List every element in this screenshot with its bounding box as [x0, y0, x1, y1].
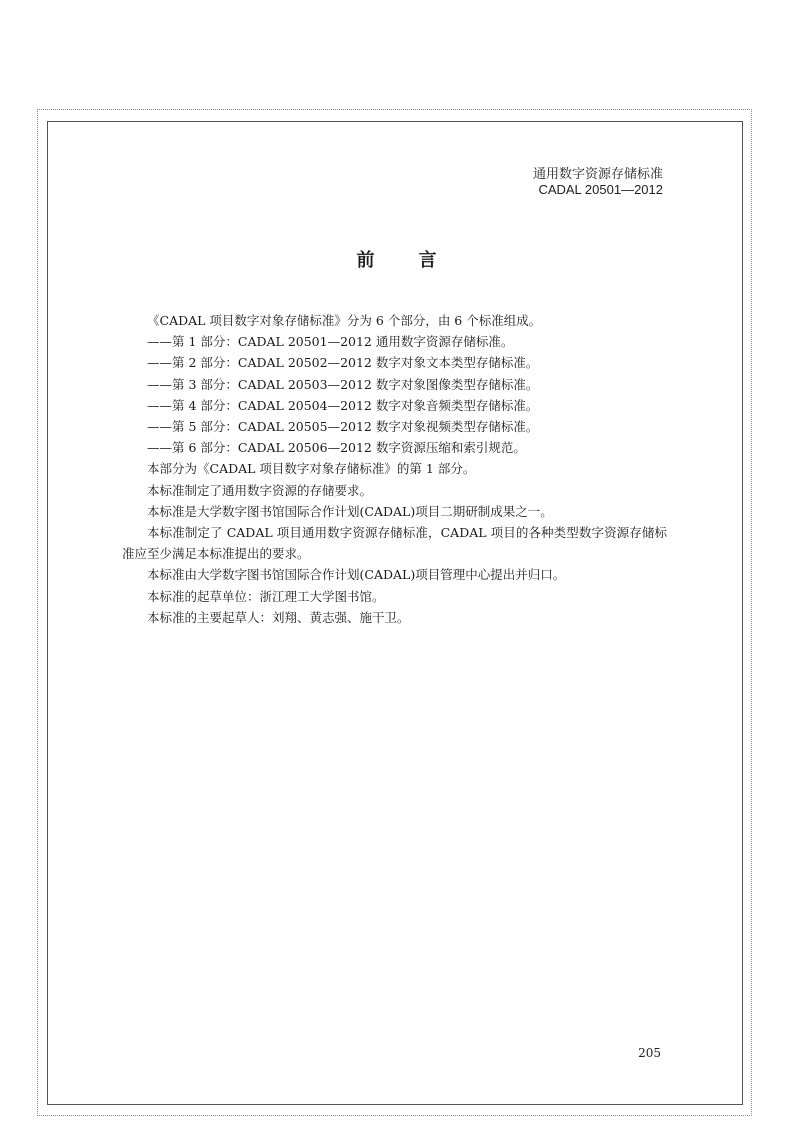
paragraph: ——第 6 部分：CADAL 20506—2012 数字资源压缩和索引规范。 — [147, 440, 526, 456]
paragraph: 本标准由大学数字图书馆国际合作计划(CADAL)项目管理中心提出并归口。 — [147, 567, 566, 583]
paragraph: ——第 3 部分：CADAL 20503—2012 数字对象图像类型存储标准。 — [147, 376, 539, 392]
paragraph: 本部分为《CADAL 项目数字对象存储标准》的第 1 部分。 — [147, 461, 476, 477]
paragraph: ——第 4 部分：CADAL 20504—2012 数字对象音频类型存储标准。 — [147, 397, 539, 413]
paragraph: ——第 2 部分：CADAL 20502—2012 数字对象文本类型存储标准。 — [147, 355, 539, 371]
page-number: 205 — [638, 1046, 661, 1060]
paragraph: ——第 5 部分：CADAL 20505—2012 数字对象视频类型存储标准。 — [147, 419, 539, 435]
section-heading: 前言 — [356, 250, 481, 271]
paragraph: 本标准的主要起草人：刘翔、黄志强、施干卫。 — [147, 609, 410, 625]
paragraph: 本标准制定了通用数字资源的存储要求。 — [147, 482, 373, 498]
paragraph: 《CADAL 项目数字对象存储标准》分为 6 个部分，由 6 个标准组成。 — [147, 313, 542, 328]
standard-code: CADAL 20501—2012 — [538, 182, 663, 197]
standard-title: 通用数字资源存储标准 — [532, 167, 663, 182]
paragraph: 本标准制定了 CADAL 项目通用数字资源存储标准，CADAL 项目的各种类型数字资源存储标准应至少满足本标准提出的要求。 — [122, 525, 667, 562]
foreword-body — [122, 310, 667, 628]
paragraph: ——第 1 部分：CADAL 20501—2012 通用数字资源存储标准。 — [147, 334, 514, 350]
paragraph: 本标准的起草单位：浙江理工大学图书馆。 — [147, 588, 385, 604]
paragraph: 本标准是大学数字图书馆国际合作计划(CADAL)项目二期研制成果之一。 — [147, 503, 553, 519]
